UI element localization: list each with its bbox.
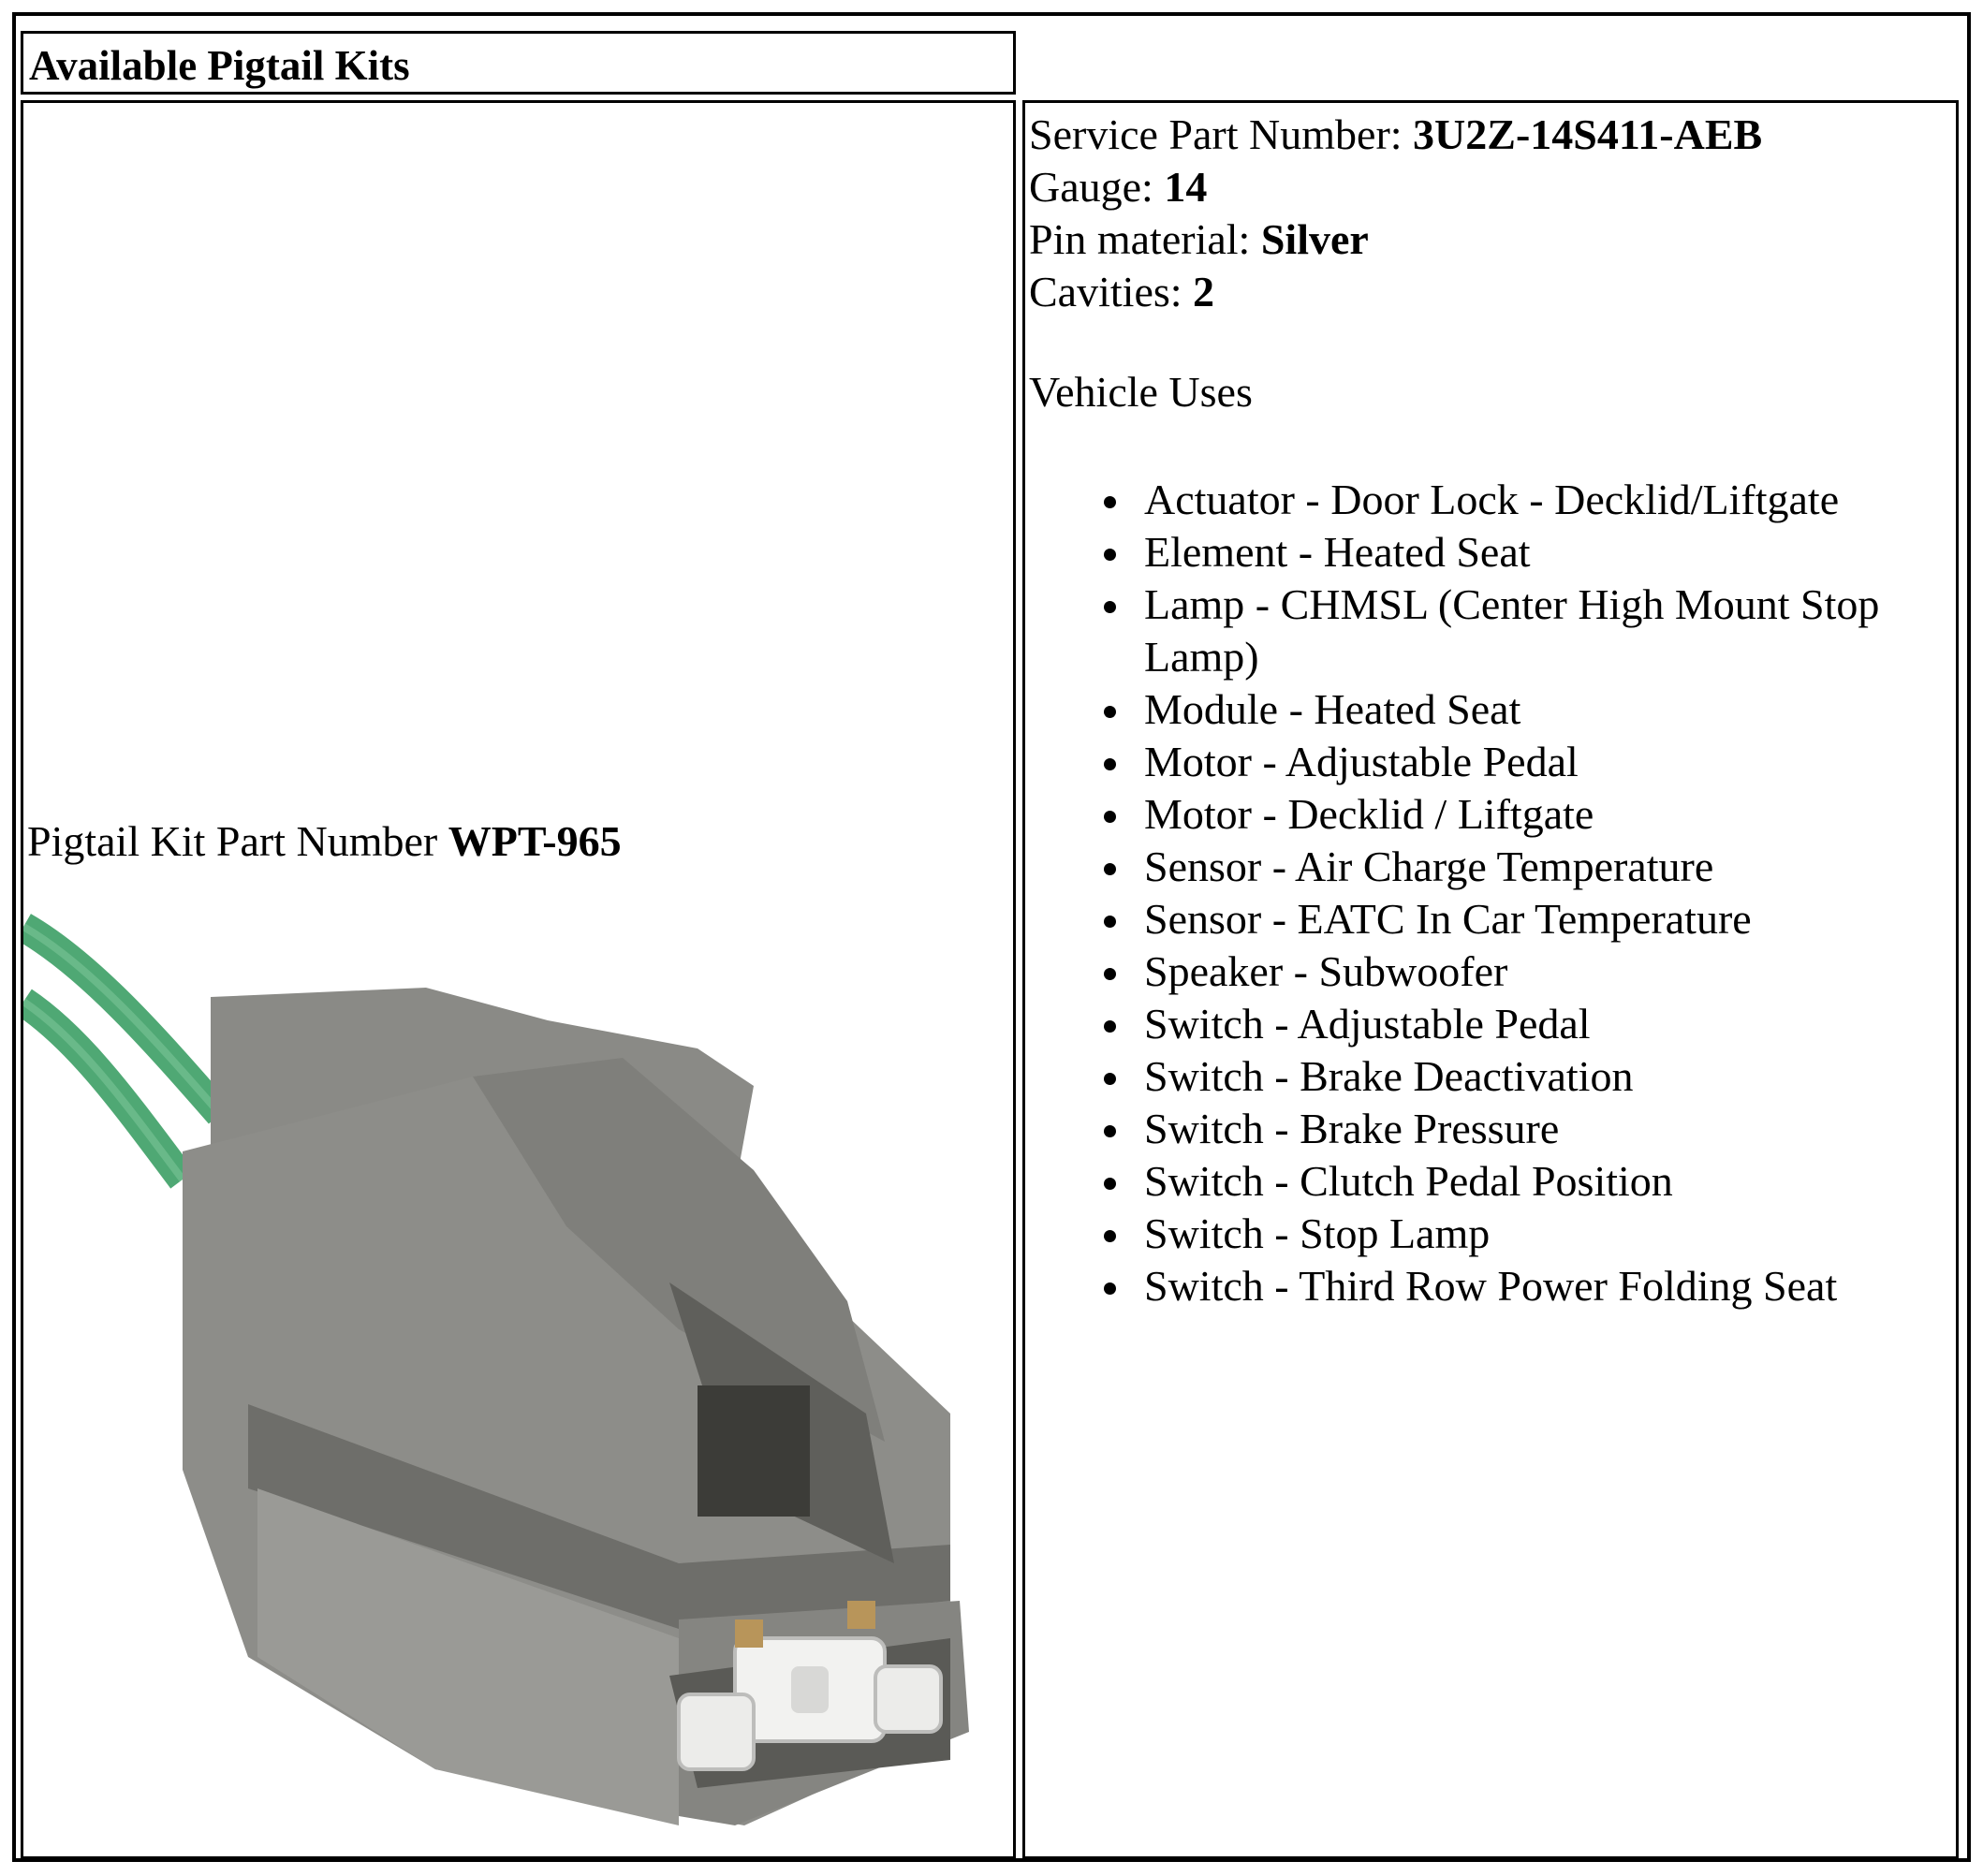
bullet-icon [1104, 1125, 1116, 1137]
wire-pair [23, 927, 220, 1180]
list-item [1025, 579, 1952, 683]
list-item-text: Element - Heated Seat [1144, 528, 1531, 576]
list-item-text: Switch - Third Row Power Folding Seat [1144, 1262, 1838, 1310]
list-item [1025, 736, 1952, 788]
bullet-icon [1104, 601, 1116, 613]
list-item [1025, 788, 1952, 841]
list-item [1025, 1103, 1952, 1155]
bullet-icon [1104, 968, 1116, 980]
vehicle-uses-heading: Vehicle Uses [1029, 368, 1253, 416]
pin-material-label: Pin material: [1029, 215, 1251, 263]
list-item-text: Motor - Decklid / Liftgate [1144, 790, 1594, 838]
list-item [1025, 998, 1952, 1050]
list-item-text: Switch - Stop Lamp [1144, 1209, 1491, 1257]
bullet-icon [1104, 1230, 1116, 1242]
list-item-text: Switch - Brake Pressure [1144, 1105, 1560, 1152]
service-part-value: 3U2Z-14S411-AEB [1413, 110, 1763, 158]
list-item-text: Actuator - Door Lock - Decklid/Liftgate [1144, 476, 1840, 523]
list-item [1025, 526, 1952, 579]
pigtail-kit-part-number: WPT-965 [448, 817, 622, 865]
list-item-text: Sensor - Air Charge Temperature [1144, 843, 1714, 890]
header-cell [21, 31, 1016, 95]
list-item-text: Lamp - CHMSL (Center High Mount Stop Lamp) [1144, 580, 1880, 681]
bullet-icon [1104, 1020, 1116, 1033]
bullet-icon [1104, 1178, 1116, 1190]
bullet-icon [1104, 811, 1116, 823]
pigtail-kit-label [27, 816, 622, 866]
list-item [1025, 1208, 1952, 1260]
list-item-text: Switch - Adjustable Pedal [1144, 1000, 1591, 1048]
list-item [1025, 1155, 1952, 1208]
list-item [1025, 945, 1952, 998]
service-part-number [1029, 109, 1762, 161]
pigtail-cell [21, 100, 1016, 1859]
list-item [1025, 1260, 1952, 1312]
pigtail-kit-label-text: Pigtail Kit Part Number [27, 817, 438, 865]
bullet-icon [1104, 549, 1116, 561]
bullet-icon [1104, 1282, 1116, 1295]
list-item [1025, 1050, 1952, 1103]
list-item-text: Switch - Clutch Pedal Position [1144, 1157, 1673, 1205]
bullet-icon [1104, 863, 1116, 875]
list-item-text: Speaker - Subwoofer [1144, 947, 1508, 995]
page-title: Available Pigtail Kits [29, 42, 410, 89]
details-cell [1022, 100, 1959, 1859]
bullet-icon [1104, 758, 1116, 770]
bullet-icon [1104, 1073, 1116, 1085]
connector-image [23, 889, 1013, 1854]
gauge [1029, 161, 1207, 213]
bullet-icon [1104, 496, 1116, 508]
list-item-text: Module - Heated Seat [1144, 685, 1521, 733]
gauge-label: Gauge: [1029, 163, 1153, 211]
cavities-value: 2 [1193, 268, 1215, 315]
list-item-text: Switch - Brake Deactivation [1144, 1052, 1634, 1100]
list-item [1025, 683, 1952, 736]
list-item-text: Sensor - EATC In Car Temperature [1144, 895, 1752, 943]
bullet-icon [1104, 706, 1116, 718]
list-item [1025, 893, 1952, 945]
gauge-value: 14 [1164, 163, 1208, 211]
bullet-icon [1104, 916, 1116, 928]
cavities-label: Cavities: [1029, 268, 1182, 315]
vehicle-uses-list [1025, 474, 1952, 1312]
cavities [1029, 266, 1214, 318]
pin-material-value: Silver [1260, 215, 1369, 263]
pin-material [1029, 213, 1369, 266]
list-item [1025, 474, 1952, 526]
list-item [1025, 841, 1952, 893]
list-item-text: Motor - Adjustable Pedal [1144, 738, 1579, 785]
service-part-label: Service Part Number: [1029, 110, 1403, 158]
